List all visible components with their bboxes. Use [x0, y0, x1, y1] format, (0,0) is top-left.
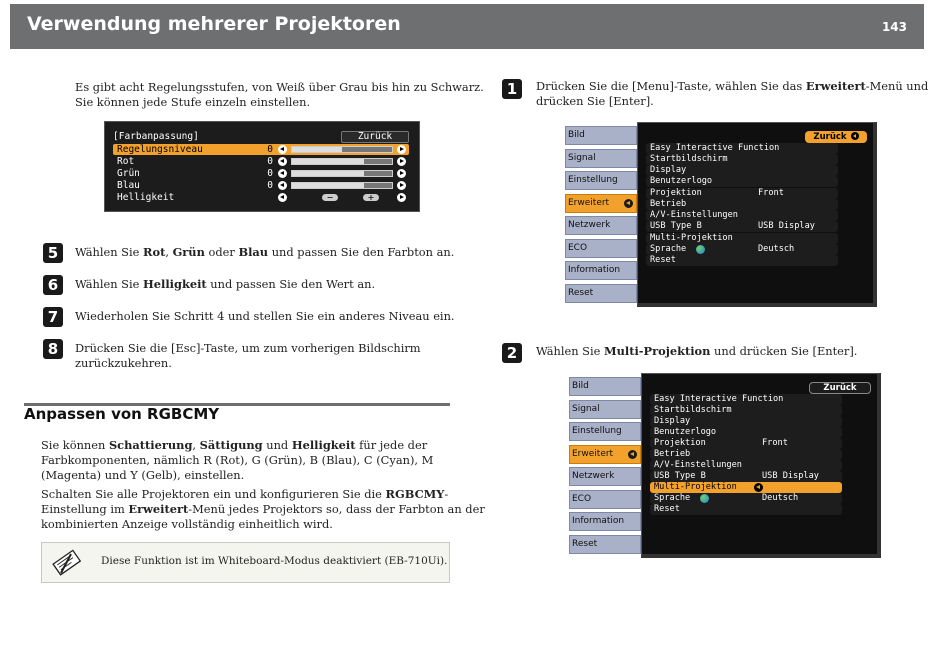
bold-run: Erweitert	[805, 79, 866, 93]
menu-title: [Farbanpassung]	[113, 131, 199, 142]
row-value: 0	[267, 168, 273, 179]
row-label: Benutzerlogo	[650, 176, 713, 186]
menu-row[interactable]	[646, 188, 838, 199]
level-bar[interactable]	[291, 146, 393, 153]
text-line: (Magenta) und Y (Gelb), einstellen.	[41, 468, 245, 482]
tab-label: ECO	[568, 243, 588, 253]
section-paragraph	[41, 438, 433, 483]
row-label: A/V-Einstellungen	[654, 460, 742, 470]
row-label: Projektion	[650, 188, 702, 198]
step-text	[536, 344, 857, 359]
section-title: Anpassen von RGBCMY	[24, 405, 220, 423]
menu-row[interactable]	[650, 471, 842, 482]
text-line: drücken Sie [Enter].	[536, 94, 654, 108]
level-bar-fill	[292, 147, 342, 152]
tab-einstellung[interactable]	[565, 171, 637, 190]
intro-line: Es gibt acht Regelungsstufen, von Weiß über Grau bis hin zu Schwarz.	[75, 80, 484, 94]
decrease-icon[interactable]	[278, 169, 287, 178]
text-run: -	[444, 487, 449, 501]
back-button[interactable]	[805, 131, 867, 143]
menu-row[interactable]	[646, 210, 838, 221]
menu-row-multi-projection[interactable]	[650, 482, 842, 493]
step-number: 6	[43, 275, 63, 295]
step-text	[536, 79, 928, 109]
menu-row[interactable]	[650, 394, 842, 405]
bold-run: Sättigung	[199, 438, 263, 452]
menu-panel	[641, 373, 881, 558]
row-label: Reset	[650, 255, 676, 265]
menu-row[interactable]	[646, 221, 838, 232]
tab-label: Reset	[572, 539, 598, 549]
menu-row[interactable]	[113, 180, 409, 191]
row-label: Reset	[654, 504, 680, 514]
row-label: USB Type B	[654, 471, 706, 481]
row-value: 0	[267, 156, 273, 167]
tab-label: Bild	[568, 130, 585, 140]
tab-label: Einstellung	[568, 175, 618, 185]
text-run: und drücken Sie [Enter].	[710, 344, 858, 358]
text-line	[41, 438, 433, 453]
enter-icon	[851, 132, 859, 140]
bold-run: Schattierung	[108, 438, 193, 452]
level-bar-fill	[292, 171, 364, 176]
text-run: Schalten Sie alle Projektoren ein und konfigurieren Sie die	[41, 487, 386, 501]
text-run: und passen Sie den Farbton an.	[268, 245, 455, 259]
row-value: 0	[267, 180, 273, 191]
tab-reset[interactable]	[569, 535, 641, 554]
menu-row[interactable]	[650, 460, 842, 471]
text-run: oder	[204, 245, 239, 259]
row-label: Projektion	[654, 438, 706, 448]
tab-label: ECO	[572, 494, 592, 504]
enter-icon	[628, 450, 637, 459]
text-line	[41, 502, 485, 517]
increase-icon[interactable]	[397, 157, 406, 166]
step-number: 2	[502, 343, 522, 363]
menu-row[interactable]	[650, 438, 842, 449]
menu-row[interactable]	[646, 255, 838, 266]
globe-icon	[696, 245, 705, 254]
text-run: -Menü und	[865, 79, 929, 93]
row-value: USB Display	[758, 221, 815, 231]
tab-label: Reset	[568, 288, 594, 298]
row-label: Easy Interactive Function	[650, 143, 780, 153]
decrease-icon[interactable]	[278, 157, 287, 166]
plus-button[interactable]: +	[363, 194, 379, 201]
step-text	[75, 341, 421, 371]
minus-button[interactable]: −	[322, 194, 338, 201]
tab-einstellung[interactable]	[569, 422, 641, 441]
tab-erweitert[interactable]	[569, 445, 641, 464]
menu-row[interactable]	[646, 176, 838, 187]
row-label: Grün	[117, 168, 140, 179]
tab-label: Information	[568, 265, 621, 275]
menu-row[interactable]	[646, 233, 838, 244]
decrease-icon[interactable]	[278, 193, 287, 202]
step-number: 1	[502, 79, 522, 99]
step-number: 7	[43, 307, 63, 327]
text-line: zurückzukehren.	[75, 356, 172, 370]
projector-menu-advanced	[565, 122, 877, 307]
row-label: Betrieb	[654, 449, 691, 459]
menu-row[interactable]	[650, 405, 842, 416]
row-value: Deutsch	[762, 493, 799, 503]
row-label: Regelungsniveau	[117, 144, 203, 155]
color-adjustment-menu	[104, 121, 420, 212]
menu-panel	[637, 122, 877, 307]
row-label: Startbildschirm	[654, 405, 732, 415]
text-line	[536, 79, 928, 94]
text-run: ,	[192, 438, 200, 452]
note-pencil-icon	[52, 548, 82, 578]
menu-row[interactable]	[650, 427, 842, 438]
intro-line: Sie können jede Stufe einzeln einstellen.	[75, 95, 311, 109]
tab-information[interactable]	[565, 261, 637, 280]
row-label: Sprache	[650, 244, 687, 254]
section-paragraph	[41, 487, 485, 532]
menu-row[interactable]	[650, 493, 842, 504]
text-run: für jede der	[355, 438, 428, 452]
level-bar[interactable]	[291, 158, 393, 165]
increase-icon[interactable]	[397, 145, 406, 154]
enter-icon	[624, 199, 633, 208]
text-run: Wählen Sie	[536, 344, 604, 358]
level-bar[interactable]	[291, 170, 393, 177]
bold-run: Erweitert	[128, 502, 189, 516]
tab-eco[interactable]	[565, 239, 637, 258]
bold-run: Helligkeit	[291, 438, 356, 452]
menu-row[interactable]	[650, 416, 842, 427]
bold-run: Helligkeit	[143, 277, 207, 291]
row-value: Front	[762, 438, 788, 448]
row-label: USB Type B	[650, 221, 702, 231]
note-box	[41, 542, 450, 583]
row-label: Blau	[117, 180, 140, 191]
tab-signal[interactable]	[565, 149, 637, 168]
level-bar[interactable]	[291, 182, 393, 189]
row-value: USB Display	[762, 471, 819, 481]
back-button[interactable]: Zurück	[341, 131, 409, 143]
tab-label: Signal	[568, 153, 596, 163]
text-run: Sie können	[41, 438, 109, 452]
text-run: und passen Sie den Wert an.	[206, 277, 376, 291]
step-text	[75, 245, 454, 260]
menu-row[interactable]	[113, 168, 409, 179]
menu-row[interactable]	[113, 144, 409, 155]
menu-row[interactable]	[646, 244, 838, 255]
row-label: Helligkeit	[117, 192, 175, 203]
row-label: Sprache	[654, 493, 691, 503]
row-label: Benutzerlogo	[654, 427, 717, 437]
back-button[interactable]	[809, 382, 871, 394]
bold-run: Grün	[172, 245, 205, 259]
menu-row[interactable]	[650, 504, 842, 515]
step-text: Wiederholen Sie Schritt 4 und stellen Sie ein anderes Niveau ein.	[75, 309, 455, 323]
row-label: Multi-Projektion	[650, 233, 733, 243]
menu-row[interactable]	[646, 165, 838, 176]
decrease-icon[interactable]	[278, 181, 287, 190]
text-run: Wählen Sie	[75, 277, 143, 291]
text-run: Drücken Sie die [Menu]-Taste, wählen Sie das	[536, 79, 806, 93]
page-header	[10, 4, 924, 49]
tab-label: Einstellung	[572, 426, 622, 436]
menu-row[interactable]	[646, 154, 838, 165]
row-label: Startbildschirm	[650, 154, 728, 164]
tab-netzwerk[interactable]	[565, 216, 637, 235]
menu-row[interactable]	[113, 192, 409, 203]
tab-label: Bild	[572, 381, 589, 391]
page-title: Verwendung mehrerer Projektoren	[27, 13, 401, 35]
increase-icon[interactable]	[397, 181, 406, 190]
level-bar-fill	[292, 183, 364, 188]
text-line: kombinierten Anzeige vollständig einheitlich wird.	[41, 517, 333, 531]
projector-menu-multi-projection	[569, 373, 881, 558]
tab-signal[interactable]	[569, 400, 641, 419]
menu-row[interactable]	[646, 143, 838, 154]
row-label: Rot	[117, 156, 135, 167]
menu-row[interactable]	[646, 199, 838, 210]
row-label: Betrieb	[650, 199, 687, 209]
bold-run: Rot	[143, 245, 166, 259]
step-number: 5	[43, 243, 63, 263]
menu-row[interactable]	[650, 449, 842, 460]
tab-label: Erweitert	[572, 449, 614, 459]
tab-bild[interactable]	[569, 377, 641, 396]
row-value: Deutsch	[758, 244, 795, 254]
note-text: Diese Funktion ist im Whiteboard-Modus deaktiviert (EB-710Ui).	[101, 555, 448, 567]
row-label: Easy Interactive Function	[654, 394, 784, 404]
text-run: -Menü jedes Projektors so, dass der Farbton an der	[188, 502, 485, 516]
text-run: und	[262, 438, 292, 452]
row-label: Display	[650, 165, 687, 175]
row-value: Front	[758, 188, 784, 198]
back-label: Zurück	[823, 383, 857, 393]
tab-reset[interactable]	[565, 284, 637, 303]
bold-run: RGBCMY	[385, 487, 445, 501]
row-label: Multi-Projektion	[654, 482, 737, 492]
text-run: Wählen Sie	[75, 245, 143, 259]
tab-information[interactable]	[569, 512, 641, 531]
text-run: ,	[165, 245, 173, 259]
tab-label: Netzwerk	[568, 220, 611, 230]
page-number: 143	[881, 20, 907, 34]
bold-run: Multi-Projektion	[604, 344, 711, 358]
step-text	[75, 277, 375, 292]
level-bar-fill	[292, 159, 364, 164]
intro-text	[75, 80, 484, 110]
text-run: Einstellung im	[41, 502, 129, 516]
tab-bild[interactable]	[565, 126, 637, 145]
back-label: Zurück	[813, 132, 847, 142]
text-line: Drücken Sie die [Esc]-Taste, um zum vorherigen Bildschirm	[75, 341, 421, 355]
menu-row[interactable]	[113, 156, 409, 167]
tab-eco[interactable]	[569, 490, 641, 509]
text-line	[41, 487, 485, 502]
step-number: 8	[43, 339, 63, 359]
tab-label: Signal	[572, 404, 600, 414]
tab-label: Information	[572, 516, 625, 526]
row-label: A/V-Einstellungen	[650, 210, 738, 220]
tab-erweitert[interactable]	[565, 194, 637, 213]
decrease-icon[interactable]	[278, 145, 287, 154]
row-label: Display	[654, 416, 691, 426]
tab-label: Erweitert	[568, 198, 610, 208]
tab-netzwerk[interactable]	[569, 467, 641, 486]
tab-label: Netzwerk	[572, 471, 615, 481]
increase-icon[interactable]	[397, 169, 406, 178]
increase-icon[interactable]	[397, 193, 406, 202]
bold-run: Blau	[238, 245, 269, 259]
text-line: Farbkomponenten, nämlich R (Rot), G (Grün), B (Blau), C (Cyan), M	[41, 453, 434, 467]
enter-icon	[754, 483, 763, 492]
row-value: 0	[267, 144, 273, 155]
globe-icon	[700, 494, 709, 503]
